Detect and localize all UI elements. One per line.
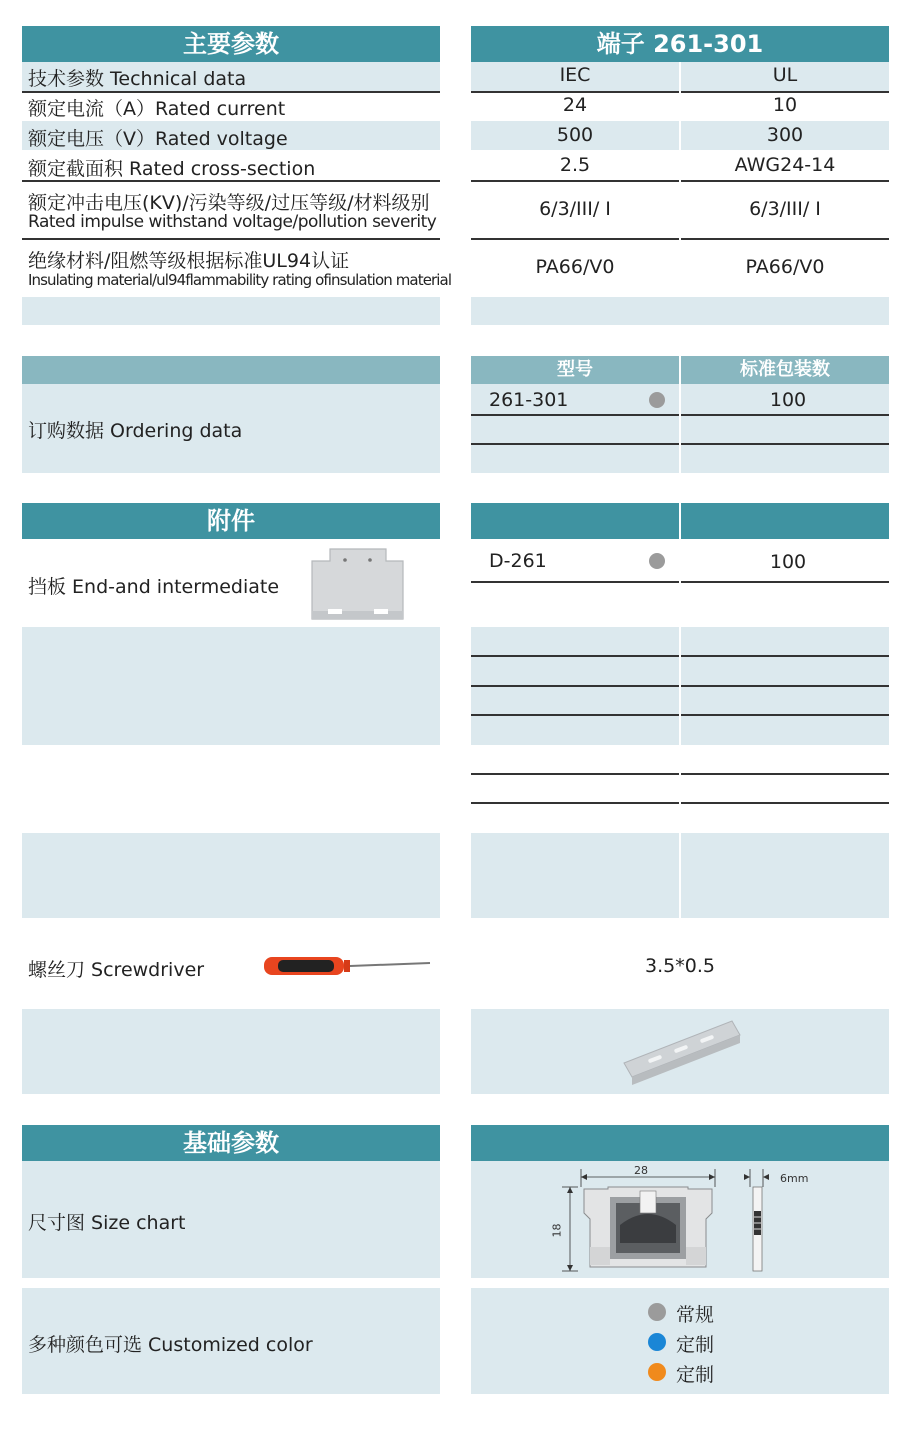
main-params-header: 主要参数 xyxy=(22,26,440,62)
color-swatch-blue xyxy=(648,1333,666,1351)
color-label: 多种颜色可选 Customized color xyxy=(28,1334,313,1356)
value-material-iec: PA66/V0 xyxy=(535,256,615,278)
end-plate-image xyxy=(310,547,405,621)
order-model: 261-301 xyxy=(489,389,569,411)
order-pack: 100 xyxy=(769,389,807,411)
color-swatch-grey xyxy=(648,1303,666,1321)
color-name-custom-orange: 定制 xyxy=(676,1364,715,1386)
value-voltage-ul: 300 xyxy=(766,124,804,146)
endplate-pack: 100 xyxy=(769,551,807,573)
size-chart-label: 尺寸图 Size chart xyxy=(28,1212,186,1234)
dim-thickness: 6mm xyxy=(780,1172,809,1185)
terminal-drawing xyxy=(548,1163,808,1275)
color-name-standard: 常规 xyxy=(676,1304,715,1326)
din-rail-image xyxy=(618,1015,744,1087)
row-label-material-en: Insulating material/ul94flammability rating ofinsulation material xyxy=(28,271,452,289)
value-iec: IEC xyxy=(559,64,591,86)
ordering-label: 订购数据 Ordering data xyxy=(28,420,243,442)
value-cross-iec: 2.5 xyxy=(559,154,591,176)
dim-width: 28 xyxy=(634,1164,648,1177)
grey-dot-icon xyxy=(649,392,665,408)
endplate-model: D-261 xyxy=(489,550,547,572)
value-voltage-iec: 500 xyxy=(556,124,594,146)
value-impulse-iec: 6/3/III/ I xyxy=(539,198,611,220)
value-current-iec: 24 xyxy=(562,94,588,116)
value-impulse-ul: 6/3/III/ I xyxy=(749,198,821,220)
col-pack-header: 标准包装数 xyxy=(681,356,889,384)
color-name-custom-blue: 定制 xyxy=(676,1334,715,1356)
col-model-header: 型号 xyxy=(471,356,679,384)
value-ul: UL xyxy=(772,64,798,86)
dim-height: 18 xyxy=(550,1223,564,1238)
value-cross-ul: AWG24-14 xyxy=(734,154,836,176)
screwdriver-size: 3.5*0.5 xyxy=(645,955,715,977)
screwdriver-image xyxy=(260,950,435,980)
row-label-impulse-en: Rated impulse withstand voltage/pollution severity xyxy=(28,212,437,232)
terminal-header: 端子 261-301 xyxy=(471,26,889,62)
endplate-label: 挡板 End-and intermediate xyxy=(28,576,280,598)
basic-params-header: 基础参数 xyxy=(22,1125,440,1161)
value-material-ul: PA66/V0 xyxy=(745,256,825,278)
screwdriver-label: 螺丝刀 Screwdriver xyxy=(28,959,205,981)
grey-dot-icon xyxy=(649,553,665,569)
row-label-cross-section: 额定截面积 Rated cross-section xyxy=(28,158,316,180)
row-label-current: 额定电流（A）Rated current xyxy=(28,98,286,120)
row-label-voltage: 额定电压（V）Rated voltage xyxy=(28,128,288,150)
row-label-technical: 技术参数 Technical data xyxy=(28,68,247,90)
accessories-header: 附件 xyxy=(22,503,440,539)
row-label-material-cn: 绝缘材料/阻燃等级根据标准UL94认证 xyxy=(28,250,350,272)
row-label-impulse-cn: 额定冲击电压(KV)/污染等级/过压等级/材料级别 xyxy=(28,192,430,214)
color-swatch-orange xyxy=(648,1363,666,1381)
value-current-ul: 10 xyxy=(772,94,798,116)
